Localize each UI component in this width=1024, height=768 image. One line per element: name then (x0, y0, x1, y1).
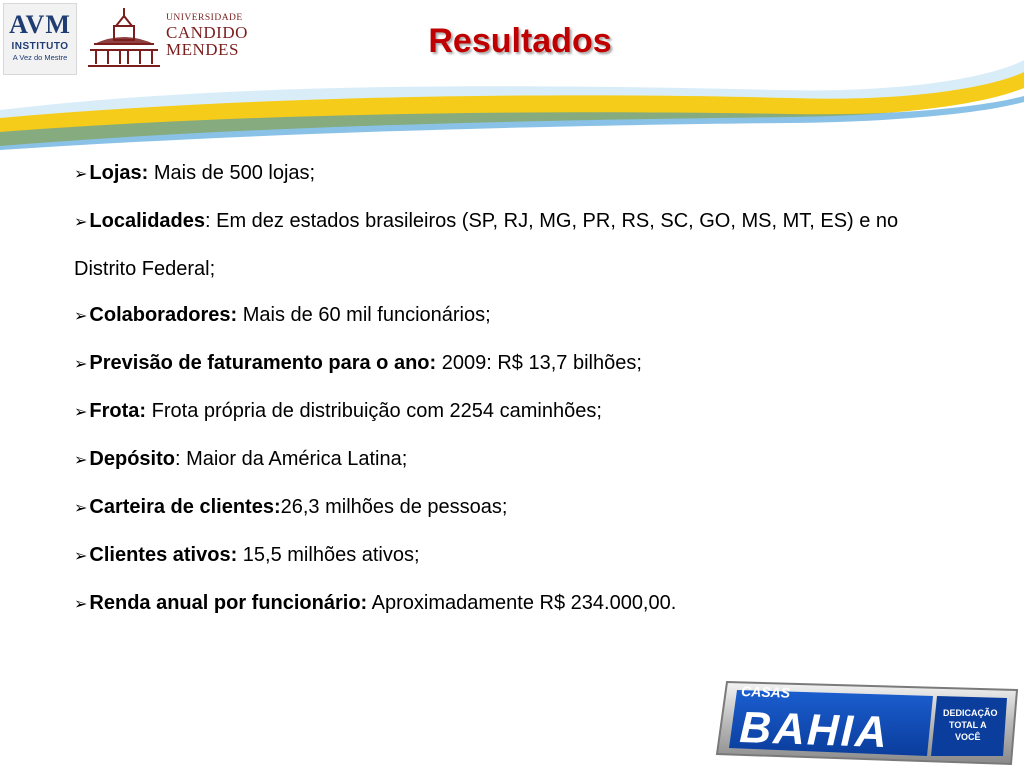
casas-bahia-slogan-line3: VOCÊ (955, 732, 981, 742)
bullet-label: Carteira de clientes: (89, 496, 281, 518)
arrow-bullet-icon: ➢ (74, 452, 88, 469)
bullet-label: Colaboradores: (89, 304, 238, 326)
arrow-bullet-icon: ➢ (74, 308, 88, 325)
ucm-logo-name-line1: CANDIDO (166, 22, 248, 42)
casas-bahia-logo (711, 676, 1021, 768)
bullet-item-carteira-clientes (74, 484, 944, 532)
bullet-label: Frota: (89, 400, 147, 422)
avm-logo-subtitle: INSTITUTO (11, 41, 69, 52)
bullet-text: 15,5 milhões ativos; (237, 544, 420, 566)
arrow-bullet-icon: ➢ (74, 166, 88, 183)
bullet-text: Aproximadamente R$ 234.000,00. (367, 592, 677, 614)
bullet-item-localidades (74, 198, 944, 292)
bullet-item-lojas (74, 150, 944, 198)
bullet-text: : Em dez estados brasileiros (SP, RJ, MG, PR, RS, SC, GO, MS, MT, ES) e no Distrito Federal; (74, 210, 899, 280)
universidade-candido-mendes-logo (86, 4, 251, 72)
bullet-label: Depósito (89, 448, 175, 470)
bullet-text: Mais de 500 lojas; (148, 162, 316, 184)
avm-logo-tagline: A Vez do Mestre (12, 53, 68, 62)
arrow-bullet-icon: ➢ (74, 500, 88, 517)
results-bullet-list (74, 150, 944, 628)
bullet-text: 2009: R$ 13,7 bilhões; (436, 352, 642, 374)
bullet-text: 26,3 milhões de pessoas; (280, 496, 508, 518)
casas-bahia-slogan-line2: TOTAL A (949, 720, 987, 730)
avm-instituto-logo (3, 3, 77, 75)
arrow-bullet-icon: ➢ (74, 596, 88, 613)
bullet-item-clientes-ativos (74, 532, 944, 580)
avm-logo-mark: AVM (9, 10, 71, 39)
bullet-text: Mais de 60 mil funcionários; (237, 304, 491, 326)
bullet-label: Previsão de faturamento para o ano: (89, 352, 437, 374)
bullet-label: Renda anual por funcionário: (89, 592, 368, 614)
arrow-bullet-icon: ➢ (74, 548, 88, 565)
slide-header (0, 0, 1024, 150)
casas-bahia-logo-bahia: BAHIA (738, 703, 890, 758)
arrow-bullet-icon: ➢ (74, 404, 88, 421)
bullet-item-frota (74, 388, 944, 436)
bullet-item-renda-anual (74, 580, 944, 628)
bullet-label: Localidades (89, 210, 206, 232)
bullet-item-colaboradores (74, 292, 944, 340)
bullet-label: Clientes ativos: (89, 544, 238, 566)
building-emblem-icon (86, 4, 162, 72)
bullet-text: Frota própria de distribuição com 2254 caminhões; (146, 400, 602, 422)
arrow-bullet-icon: ➢ (74, 356, 88, 373)
ucm-logo-name-line2: MENDES (166, 39, 239, 59)
casas-bahia-logo-casas: CASAS (740, 683, 791, 701)
casas-bahia-slogan-line1: DEDICAÇÃO (943, 708, 998, 718)
bullet-item-deposito (74, 436, 944, 484)
bullet-item-faturamento (74, 340, 944, 388)
ucm-logo-university: UNIVERSIDADE (166, 13, 243, 23)
arrow-bullet-icon: ➢ (74, 214, 88, 231)
bullet-text: : Maior da América Latina; (174, 448, 408, 470)
bullet-label: Lojas: (89, 162, 149, 184)
slide-title: Resultados (428, 22, 612, 60)
